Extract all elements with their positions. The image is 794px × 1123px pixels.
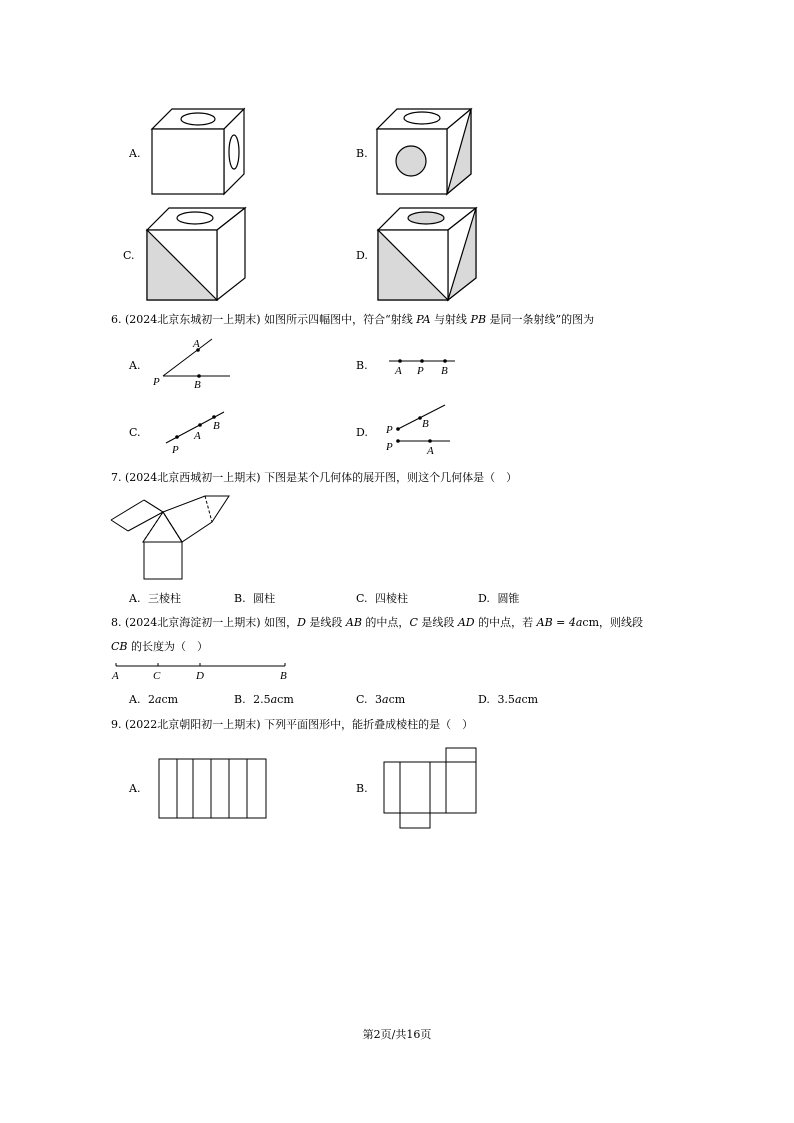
- q8-point-c: C: [153, 670, 161, 682]
- q8-option-a-var: a: [154, 693, 162, 706]
- q7-stem-text: 下图是某个几何体的展开图，则这个几何体是（ ）: [264, 471, 518, 484]
- q6c-point-p: P: [172, 444, 179, 456]
- q8-option-c-unit: cm: [388, 693, 406, 706]
- q6-pb: PB: [470, 313, 487, 326]
- q5-option-c-label[interactable]: C.: [123, 249, 135, 262]
- q7-option-d[interactable]: [478, 592, 519, 606]
- q8-segment-figure: [110, 658, 295, 682]
- q5-cube-b: [375, 107, 475, 197]
- q8-stem-6: ，则线段: [599, 616, 644, 629]
- q8-option-a-unit: cm: [161, 693, 179, 706]
- q8-stem-3: 的中点，: [361, 616, 410, 629]
- q8-d: D: [297, 616, 306, 629]
- q6-source: (2024北京东城初一上期末): [125, 313, 261, 326]
- q6-stem: [111, 313, 594, 327]
- q6-figure-d: [383, 402, 458, 458]
- q9-stem: [111, 718, 473, 732]
- q9-option-b-label[interactable]: B.: [356, 782, 368, 795]
- q8-option-b-label: B.: [234, 693, 246, 706]
- q7-option-a[interactable]: [129, 592, 181, 606]
- q8-point-a: A: [112, 670, 119, 682]
- q6-figure-b: [385, 352, 460, 377]
- page-footer: [0, 1026, 794, 1042]
- q6-figure-c: [160, 405, 230, 457]
- q6-stem-1: 如图所示四幅图中，符合“射线: [264, 313, 417, 326]
- q8-option-a-label: A.: [129, 693, 141, 706]
- q7-number: 7.: [111, 471, 122, 484]
- q5-option-d-label[interactable]: D.: [356, 249, 368, 262]
- q7-option-c-label: C.: [356, 592, 368, 605]
- q8-option-d-unit: cm: [521, 693, 539, 706]
- q6a-point-p: P: [153, 376, 160, 388]
- q6c-point-a: A: [194, 430, 201, 442]
- q8-option-a-num: 2: [147, 693, 155, 706]
- q6d-point-p1: P: [386, 424, 393, 436]
- q8-point-b: B: [280, 670, 287, 682]
- q7-option-d-text: 圆锥: [497, 592, 520, 605]
- q6-option-d-label[interactable]: D.: [356, 426, 368, 439]
- footer-p2: 页/共: [380, 1028, 407, 1041]
- q6a-point-b: B: [194, 379, 201, 391]
- q8-line2-rest: 的长度为（ ）: [127, 640, 208, 653]
- q8-ab: AB: [345, 616, 362, 629]
- q7-net-figure: [108, 490, 232, 582]
- q8-point-d: D: [196, 670, 204, 682]
- q8-stem-line2: [111, 640, 208, 654]
- q9-net-a: [158, 758, 268, 820]
- q6-option-b-label[interactable]: B.: [356, 359, 368, 372]
- q5-cube-d: [376, 206, 478, 302]
- q7-option-b[interactable]: [234, 592, 275, 606]
- q8-unit: cm: [582, 616, 600, 629]
- q7-option-c[interactable]: [356, 592, 408, 606]
- q7-option-b-text: 圆柱: [253, 592, 276, 605]
- footer-page: 2: [373, 1028, 381, 1041]
- q8-option-d-var: a: [514, 693, 522, 706]
- q8-option-a[interactable]: [129, 693, 178, 707]
- q6c-point-b: B: [213, 420, 220, 432]
- q8-option-c-num: 3: [375, 693, 383, 706]
- footer-p1: 第: [362, 1028, 374, 1041]
- q9-source: (2022北京朝阳初一上期末): [125, 718, 261, 731]
- q8-ad: AD: [457, 616, 475, 629]
- q6-number: 6.: [111, 313, 122, 326]
- q8-option-b-unit: cm: [277, 693, 294, 706]
- q8-number: 8.: [111, 616, 122, 629]
- q8-option-b-num: 2.5: [253, 693, 271, 706]
- q6-stem-2: 与射线: [430, 313, 471, 326]
- q6-option-a-label[interactable]: A.: [129, 359, 141, 372]
- q6-option-c-label[interactable]: C.: [129, 426, 141, 439]
- q6d-point-a: A: [427, 445, 434, 457]
- q6d-point-p2: P: [386, 441, 393, 453]
- q8-eq: AB = 4a: [536, 616, 583, 629]
- q5-option-b-label[interactable]: B.: [356, 147, 368, 160]
- q8-option-c-label: C.: [356, 693, 368, 706]
- q9-option-a-label[interactable]: A.: [129, 782, 141, 795]
- q5-cube-a: [150, 107, 250, 197]
- q7-stem: [111, 471, 517, 485]
- q8-option-d[interactable]: [478, 693, 538, 707]
- q7-option-c-text: 四棱柱: [375, 592, 409, 605]
- q8-option-c-var: a: [382, 693, 389, 706]
- q8-option-d-num: 3.5: [497, 693, 515, 706]
- q8-option-b[interactable]: [234, 693, 294, 707]
- q8-stem-line1: [111, 616, 643, 630]
- q6b-point-p: P: [417, 365, 424, 377]
- q6b-point-b: B: [441, 365, 448, 377]
- footer-total: 16: [406, 1028, 421, 1041]
- q7-source: (2024北京西城初一上期末): [125, 471, 261, 484]
- footer-p3: 页: [420, 1028, 432, 1041]
- q9-number: 9.: [111, 718, 122, 731]
- q8-stem-1: 如图，: [264, 616, 298, 629]
- q5-option-a-label[interactable]: A.: [129, 147, 141, 160]
- q6d-point-b: B: [422, 418, 429, 430]
- q8-stem-4: 是线段: [417, 616, 458, 629]
- q8-option-d-label: D.: [478, 693, 490, 706]
- q8-source: (2024北京海淀初一上期末): [125, 616, 261, 629]
- q6-figure-a: [150, 337, 235, 392]
- q7-option-b-label: B.: [234, 592, 246, 605]
- q7-option-a-label: A.: [129, 592, 141, 605]
- q9-stem-text: 下列平面图形中，能折叠成棱柱的是（ ）: [264, 718, 474, 731]
- q8-stem-2: 是线段: [305, 616, 346, 629]
- q8-cb: CB: [111, 640, 128, 653]
- q6b-point-a: A: [395, 365, 402, 377]
- q6a-point-a: A: [193, 338, 200, 350]
- q8-c: C: [409, 616, 418, 629]
- q6-stem-3: 是同一条射线”的图为: [486, 313, 595, 326]
- q7-option-a-text: 三棱柱: [147, 592, 181, 605]
- q9-net-b: [383, 746, 479, 830]
- q5-cube-c: [145, 206, 247, 302]
- q8-option-c[interactable]: [356, 693, 405, 707]
- q8-option-b-var: a: [270, 693, 278, 706]
- q6-pa: PA: [416, 313, 431, 326]
- q7-option-d-label: D.: [478, 592, 490, 605]
- q8-stem-5: 的中点，若: [474, 616, 537, 629]
